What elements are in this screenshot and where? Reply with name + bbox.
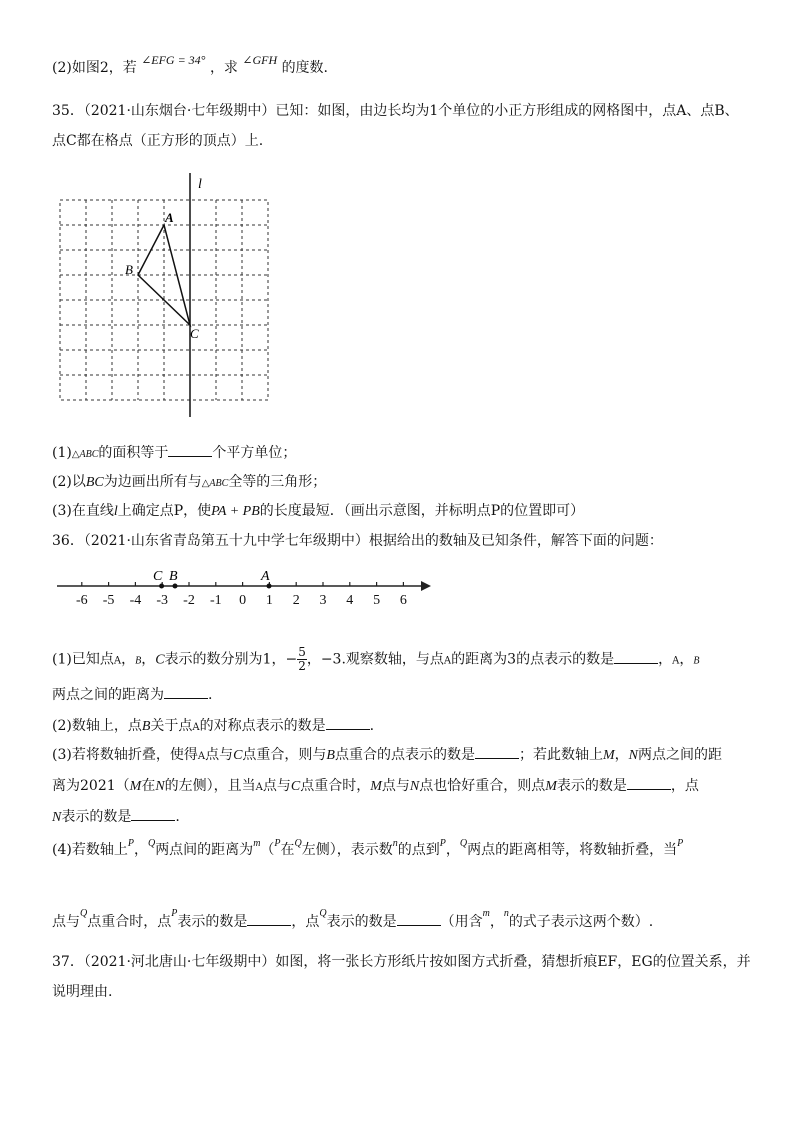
q35-stem-line2: 点C都在格点（正方形的顶点）上. [52,133,264,149]
tick-label: 1 [265,593,273,608]
q36-part3-line2: 离为2021（M在N的左侧），且当A点与C点重合时，M点与N点也恰好重合，则点M表示的数是 ，点 [52,775,699,798]
point-a-label: A [165,210,174,225]
q37-stem-line2: 说明理由. [52,984,113,1000]
answer-blank[interactable] [131,806,175,821]
q36-stem: 36．（2021·山东省青岛第五十九中学七年级期中）根据给出的数轴及已知条件，解答下面的问题： [52,533,663,549]
q36-part4-line2: 点与$^Q$点重合时，点$^P$表示的数是 ，点$^Q$表示的数是 （用含$^m$，$^n$的式子表示这两个数）. [52,908,654,930]
q37-stem-line1: 37．（2021·河北唐山·七年级期中）如图，将一张长方形纸片按如图方式折叠，猜想折痕EF，EG的位置关系，并 [52,954,751,970]
q36-part1-line1: (1)已知点A，B，C表示的数分别为1，− $\frac{5}{2}$ ，−3.观察数轴，与点A的距离为3的点表示的数是 ，A，B [52,645,700,673]
q35-part3: (3)在直线l上确定点P，使PA + PB的长度最短．（画出示意图，并标明点P的位置即可） [52,503,585,519]
answer-blank[interactable] [397,911,441,926]
tick-label: -6 [75,593,88,608]
fraction: $\frac{5}{2}$ [298,645,306,673]
tick-label: 5 [373,593,381,608]
answer-blank[interactable] [247,911,291,926]
given-angle: ∠EFG = 34° [141,53,206,67]
target-angle: ∠GFH [242,53,278,67]
point-a-dot [267,584,272,589]
point-c-label: C [153,569,163,584]
point-a-label: A [261,569,270,584]
q35-grid-figure [50,170,280,420]
tick-label: -1 [209,593,222,608]
point-c-dot [159,584,164,589]
q36-part3-line1: (3)若将数轴折叠，使得A点与C点重合，则与B点重合的点表示的数是 ；若此数轴上M，N两点之间的距 [52,744,722,767]
line-l-label: l [198,177,202,192]
q34-part2: (2)如图2，若 ∠EFG = 34° ，求 ∠GFH 的度数. [52,53,329,76]
q35-part1: (1)△ABC的面积等于 个平方单位； [52,442,296,465]
tick-label: 6 [399,593,407,608]
answer-blank[interactable] [627,775,671,790]
point-b-dot [173,584,178,589]
q36-part4-line1: (4)若数轴上$^P$，$^Q$两点间的距离为$^m$（$^P$在$^Q$左侧），表示数$^n$的点到$^P$，$^Q$两点的距离相等，将数轴折叠，当$^P$ [52,838,684,858]
answer-blank[interactable] [475,744,519,759]
tick-label: -3 [156,593,169,608]
tick-label: -4 [129,593,142,608]
axis-arrow [421,581,431,591]
q36-part3-line3: N表示的数是 . [52,806,180,828]
answer-blank[interactable] [326,715,370,730]
answer-blank[interactable] [168,442,212,457]
tick-labels [76,593,407,608]
tick-label: 4 [346,593,354,608]
point-b-label: B [169,569,178,584]
tick-label: -5 [102,593,115,608]
q36-number-line [55,568,435,608]
point-c-label: C [190,326,199,341]
answer-blank[interactable] [164,684,208,699]
answer-blank[interactable] [614,649,658,664]
q35-stem-line1: 35．（2021·山东烟台·七年级期中）已知：如图，由边长均为1个单位的小正方形组成的网格图中，点A、点B、 [52,103,739,119]
q35-part2: (2)以BC为边画出所有与△ABC全等的三角形； [52,474,327,490]
tick-label: -2 [183,593,195,608]
point-b-label: B [125,262,133,277]
tick-label: 2 [292,593,300,608]
q36-part2: (2)数轴上，点B关于点A的对称点表示的数是 . [52,715,374,738]
tick-label: 3 [319,593,327,608]
q36-part1-line2: 两点之间的距离为 . [52,684,212,705]
tick-label: 0 [239,593,247,608]
